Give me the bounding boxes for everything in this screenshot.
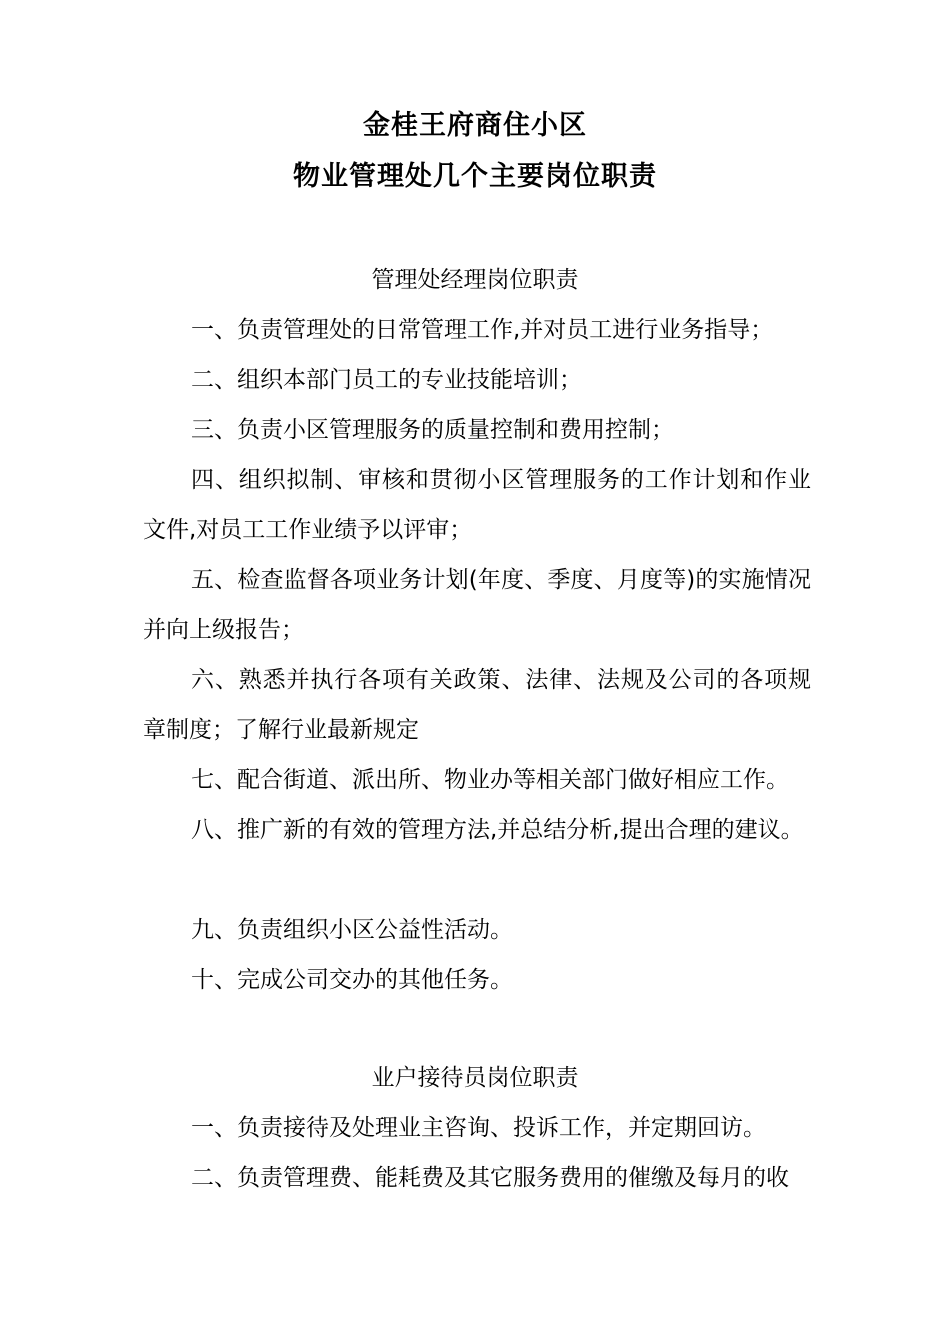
receptionist-duty-item: 一、负责接待及处理业主咨询、投诉工作，并定期回访。 <box>191 1115 766 1141</box>
document-title-line1: 金桂王府商住小区 <box>363 110 587 141</box>
section-heading-manager: 管理处经理岗位职责 <box>371 267 579 293</box>
manager-duty-item: 三、负责小区管理服务的质量控制和费用控制； <box>191 417 674 443</box>
manager-duty-item: 五、检查监督各项业务计划(年度、季度、月度等)的实施情况并向上级报告； <box>143 567 811 643</box>
manager-duty-item: 七、配合街道、派出所、物业办等相关部门做好相应工作。 <box>191 767 789 793</box>
manager-duty-item: 六、熟悉并执行各项有关政策、法律、法规及公司的各项规章制度；了解行业最新规定 <box>143 667 811 743</box>
manager-duty-item: 四、组织拟制、审核和贯彻小区管理服务的工作计划和作业文件,对员工工作业绩予以评审； <box>143 467 811 543</box>
receptionist-duty-item: 二、负责管理费、能耗费及其它服务费用的催缴及每月的收 <box>191 1165 789 1191</box>
manager-duty-item: 八、推广新的有效的管理方法,并总结分析,提出合理的建议。 <box>191 817 804 843</box>
section-heading-receptionist: 业户接待员岗位职责 <box>371 1065 579 1091</box>
manager-duty-item: 九、负责组织小区公益性活动。 <box>191 917 513 943</box>
manager-duty-item: 二、组织本部门员工的专业技能培训； <box>191 367 582 393</box>
manager-duty-item: 十、完成公司交办的其他任务。 <box>191 967 513 993</box>
manager-duty-item: 一、负责管理处的日常管理工作,并对员工进行业务指导； <box>191 317 774 343</box>
document-title-line2: 物业管理处几个主要岗位职责 <box>293 161 657 192</box>
